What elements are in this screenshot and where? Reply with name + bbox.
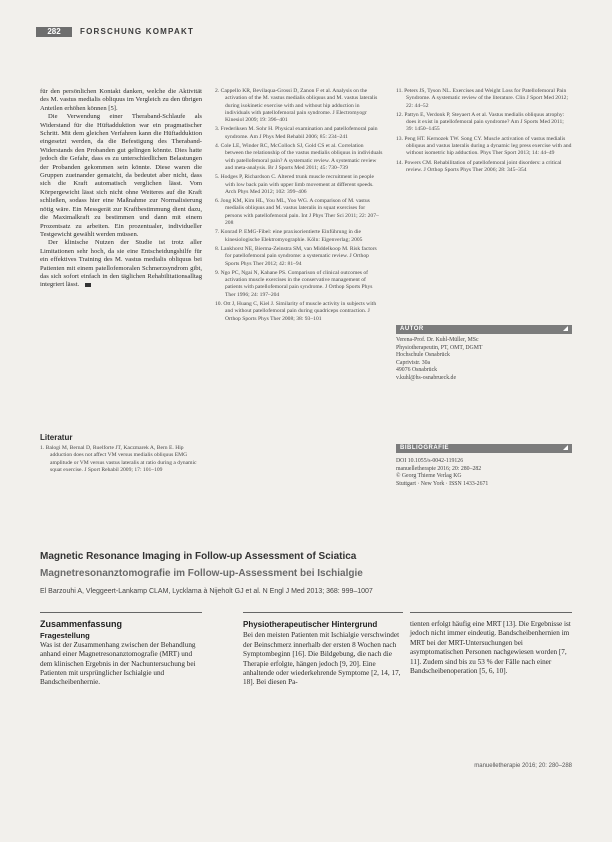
author-info-line: 49076 Osnabrück <box>396 367 438 374</box>
article-column <box>40 88 202 290</box>
reference-list <box>396 88 572 176</box>
bibliography-info <box>396 458 572 488</box>
next-article-authors: El Barzouhi A, Vleggeert-Lankamp CLAM, Lycklama à Nijeholt GJ et al. N Engl J Med 2013; 368: 999–1007 <box>40 588 373 595</box>
reference-item: 9. Ngo PC, Ngai N, Kahane PS. Comparison of clinical outcomes of activation muscle exercises in the conservative management of patients with patellofemoral pain syndrome. J Orthop Sports Phys Ther 1996; 24: 197–204 <box>215 269 373 298</box>
abstract-heading: Zusammenfassung <box>40 619 123 629</box>
reference-item: 3. Frederiksen M. Sohr H. Physical examination and patellofemoral pain syndrome. Am J Phys Med Rehabil 2006; 85: 234–241 <box>215 126 378 140</box>
page-number: 282 <box>36 27 72 37</box>
article-paragraph <box>40 239 202 289</box>
reference-item: 7. Konrad P. EMG-Fibel: eine praxisorientierte Einführung in die kinesiologische Elektromyographie. Köln: Eigenverlag; 2005 <box>215 229 363 243</box>
author-info <box>396 337 572 383</box>
abstract-text: tienten erfolgt häufig eine MRT [13]. Die Ergebnisse ist jedoch nicht immer eindeutig. Bandscheibenhernien im MRT bei der MRT-Untersuchungen bei asymptomatischen Personen nachgewiesen worden [7, 11]. Zudem sind bis zu 53 % der Fälle nach einer Bandscheibenoperation [5, 6, 10]. <box>410 620 571 676</box>
next-article-title: Magnetic Resonance Imaging in Follow-up Assessment of Sciatica <box>40 551 357 562</box>
reference-item: 2. Cappello KR, Bevilaqua-Grossi D, Zanon F et al. Analysis on the activation of the M. vastus medialis obliquus and M. vastus lateralis during isokinetic exercise with and without hip adduction in individuals with patellofemoral pain syndrome. J Electromyogr Kinesiol 2009; 19: 396–401 <box>215 88 378 124</box>
next-article-title-german: Magnetresonanztomografie im Follow-up-Assessment bei Ischialgie <box>40 568 363 579</box>
abstract-text: Was ist der Zusammenhang zwischen der Behandlung anhand einer Magnetresonanztomografie (MRT) und dem klinischen Ergebnis in der Nachuntersuchung bei Patienten mit ursprünglicher Ischialgie und Bandscheibenhernie. <box>40 640 196 687</box>
article-paragraph: für den persönlichen Kontakt danken, welche die Aktivität des M. vastus medialis obliquus im Vergleich zu den übrigen Anteilen erhöhen können [5]. <box>40 88 202 112</box>
reference-item: 13. Peng HT. Kernozek TW. Song CY. Muscle activation of vastus medialis obliquus and vastus lateralis during a dynamic leg press exercise with and without isometric hip adduction. Phys Ther Sport 2013; 14: 44–49 <box>396 135 572 157</box>
reference-list <box>40 445 202 476</box>
author-email-link[interactable]: v.kuhl@hs-osnabrueck.de <box>396 374 457 381</box>
author-info-line: Verena-Prof. Dr. Kuhl-Müller, MSc <box>396 337 479 343</box>
corner-triangle-icon <box>563 326 568 331</box>
column-rule <box>243 612 403 613</box>
reference-item: 11. Peters JS, Tyson NL. Exercises and Weight Loss for Patellofemoral Pain Syndrome. A systematic review of the literature. Clin J Sport Med 2012; 22: 44–52 <box>396 88 569 109</box>
reference-item: 12. Pattyn E, Verdonk P, Steyaert A et al. Vastus medialis obliquus atrophy: does it exist in patellofemoral pain syndrome? Am J Sports Med 2011; 39: 1450–1455 <box>396 111 565 133</box>
author-info-line: Hochschule Osnabrück <box>396 352 450 359</box>
column-rule <box>410 612 572 613</box>
author-info-line: Physiotherapeutin, PT, OMT, DGMT <box>396 344 483 351</box>
bibliography-line: DOI 10.1055/s-0042-119126 <box>396 458 464 464</box>
bibliography-box-label: BIBLIOGRAFIE <box>400 445 449 451</box>
article-paragraph: Die Verwendung einer Theraband-Schlaufe als Widerstand für die Hüftadduktion war ein pragmatischer Schritt. Mit dem gleichen Verfahren kann die Hüftadduktion eingesetzt werden, da die Befestigung des Theraband-Widerstands den Probanden gut gelingen könnte. Dies hatte jedoch die Gefahr, dass es zu unterschiedlichen Belastungen der Probanden gekommen sein könnte. Diese waren die Gruppen zueinander gematcht, da bedeutet aber nicht, dass sich die Kraft automatisch verglichen lässt. Vom Körpergewicht lässt sich nicht ohne Weiteres auf die Kraft schließen, sodass hier eine Maßnahme zur Normalisierung nötig wäre. Ein Messgerät zur Kraftbestimmung dient dazu, die Maximalkraft zu bestimmen und dann mit einem Prozentsatz zu arbeiten. Ein prozentualer, individueller Testgewicht gewählt werden müssen. <box>40 113 202 238</box>
abstract-subheading: Fragestellung <box>40 631 90 641</box>
reference-item: 4. Cole LE, Winder RC, McColloch SJ, Gold CS et al. Correlation between the relationship of the vastus medialis obliquus in individuals with patellofemoral pain? A systematic review. A systematic review and meta-analysis. Br J Sports Med 2011; 45: 730–739 <box>215 143 383 171</box>
abstract-column <box>243 620 403 688</box>
corner-triangle-icon <box>563 445 568 450</box>
article-paragraph-text: Der klinische Nutzen der Studie ist trotz aller Limitationen sehr hoch, da sie eine Entscheidungshilfe für ein effektives Training des M. vastus medialis obliquus bei Patienten mit einem patellofemoralen Schmerzsyndrom gibt, das sich sofort einfach in den täglichen Rehabilitationsalltag integriert lässt. <box>40 239 202 289</box>
author-info-line: Caprivistr. 30a <box>396 359 431 366</box>
footer-citation: manuelletherapie 2016; 20: 280–288 <box>474 763 572 769</box>
reference-item: 8. Lankhorst NE, Bierma-Zeinstra SM, van Middelkoop M. Risk factors for patellofemoral pain syndrome: a systematic review. J Orthop Sports Phys Ther 2012; 42: 81–94 <box>215 245 377 267</box>
reference-item: 10. Ott J, Huang C, Kiel J. Similarity of muscle activity in subjects with and without patellofemoral pain during quadriceps contraction. J Orthop Sports Phys Ther 2008; 38: 93–101 <box>215 301 377 322</box>
reference-item: 14. Powers CM. Rehabilitation of patellofemoral joint disorders: a critical review. J Orthop Sports Phys Ther 2006; 28: 345–354 <box>396 159 562 173</box>
bibliography-line: © Georg Thieme Verlag KG <box>396 473 462 480</box>
reference-item: 1. Balogi M, Bernal D, Ruelforte JT, Kaczmarek A, Bern E. Hip adduction does not affect VM versus medialis obliquus EMG amplitude or VM versus vastus lateralis at ratio during a dynamic squat exercise. J Sport Rehabil 2009; 17: 101–109 <box>40 445 197 473</box>
section-title: FORSCHUNG KOMPAKT <box>80 27 195 36</box>
references-heading: Literatur <box>40 433 73 442</box>
abstract-column <box>410 620 572 676</box>
abstract-subheading: Physiotherapeutischer Hintergrund <box>243 620 378 629</box>
reference-item: 6. Jong KM, Kim HL, You ML, Yoo WG. A comparison of M. vastus medialis obliquus and M. vastus lateralis in squat exercises for persons with patellofemoral pain. Int J Phys Ther Sci 2011; 22: 207–208 <box>215 198 379 227</box>
column-rule <box>40 612 202 613</box>
reference-item: 5. Hodges P, Richardson C. Altered trunk muscle recruitment in people with low back pain with upper limb movement at different speeds. Arch Phys Med 2012; 102: 399–406 <box>215 174 374 195</box>
abstract-column <box>40 620 202 688</box>
bibliography-box-header <box>396 444 572 453</box>
bibliography-line: Stuttgart · New York · ISSN 1433-2671 <box>396 480 489 487</box>
end-of-article-marker <box>85 283 91 287</box>
bibliography-line: manuelletherapie 2016; 20: 280–282 <box>396 465 482 472</box>
reference-list <box>215 88 383 325</box>
author-box-header <box>396 325 572 334</box>
abstract-text: Bei den meisten Patienten mit Ischialgie verschwindet der Beinschmerz innerhalb der ersten 8 Wochen nach Symptombeginn [16]. Die Bildgebung, die nach die Therapie erfolgte, hängen jedoch [9, 20]. Eine anhaltende oder wiederkehrende Symptome [2, 14, 17, 18]. Bei diesen Pa- <box>243 631 401 687</box>
author-box-label: AUTOR <box>400 326 424 332</box>
